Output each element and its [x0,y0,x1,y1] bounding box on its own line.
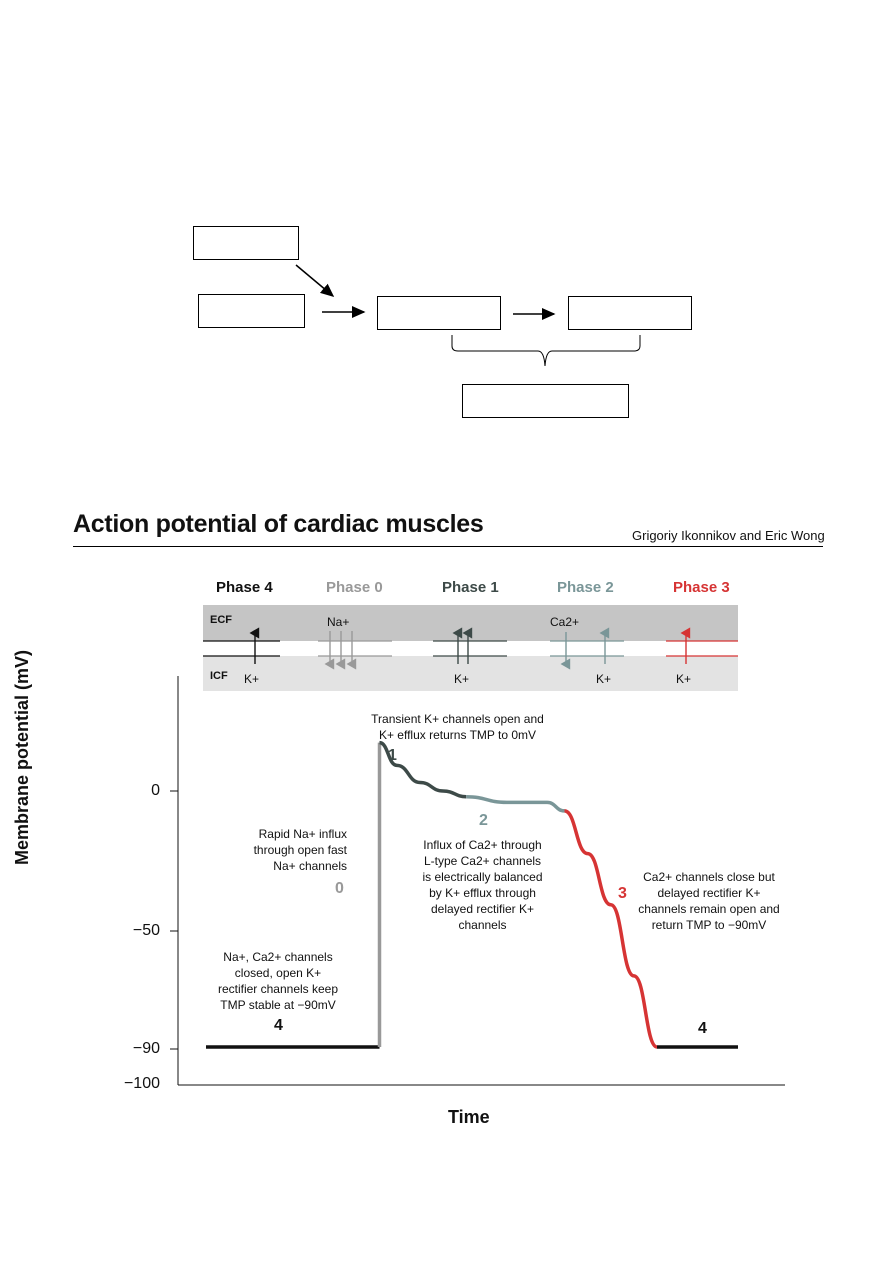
curve-label-phase3: 3 [618,885,627,902]
x-axis-title: Time [448,1107,490,1127]
annotation-phase0: Rapid Na+ influx through open fast Na+ channels [253,827,347,873]
flow-brace [452,335,640,366]
ion-ca-phase2: Ca2+ [550,615,580,629]
ion-k-phase3: K+ [676,672,692,686]
curve-label-phase0: 0 [335,880,344,897]
phase-header-1: Phase 1 [442,579,499,596]
icf-band [203,656,738,691]
ecf-label: ECF [210,614,232,626]
annotation-phase4: Na+, Ca2+ channels closed, open K+ rectifier channels keep TMP stable at −90mV [217,950,339,1012]
annotation-phase3: Ca2+ channels close but delayed rectifier K+ channels remain open and return TMP to −90mV [638,870,780,932]
y-tick-label-minus50: −50 [132,922,160,939]
phase-header-4: Phase 4 [216,579,273,596]
curve-label-phase4-left: 4 [274,1017,283,1034]
phase-header-3: Phase 3 [673,579,730,596]
curve-segment-phase2-3 [466,797,564,811]
phase-header-2: Phase 2 [557,579,614,596]
y-tick-label-0: 0 [151,782,160,799]
y-tick-label-minus100: −100 [123,1075,160,1092]
ion-k-phase4: K+ [244,672,260,686]
ion-k-phase2: K+ [596,672,612,686]
curve-label-phase2: 2 [479,812,488,829]
y-tick-label-minus90: −90 [132,1040,160,1057]
annotation-phase1: Transient K+ channels open and K+ efflux returns TMP to 0mV [371,712,544,742]
title-rule [73,546,823,547]
icf-label: ICF [210,670,228,682]
figure-authors: Grigoriy Ikonnikov and Eric Wong [632,528,825,543]
flow-arrow-1 [296,265,333,296]
figure-title: Action potential of cardiac muscles [73,510,484,538]
phase-header-0: Phase 0 [326,579,383,596]
curve-label-phase1: 1 [388,747,397,764]
ion-k-phase1: K+ [454,672,470,686]
ecf-band [203,605,738,641]
curve-label-phase4-right: 4 [698,1020,707,1037]
annotation-phase2: Influx of Ca2+ through L-type Ca2+ channels is electrically balanced by K+ efflux through delayed rectifier K+ channels [422,838,543,932]
ion-na-phase0: Na+ [327,615,350,629]
y-axis-title: Membrane potential (mV) [12,649,32,865]
